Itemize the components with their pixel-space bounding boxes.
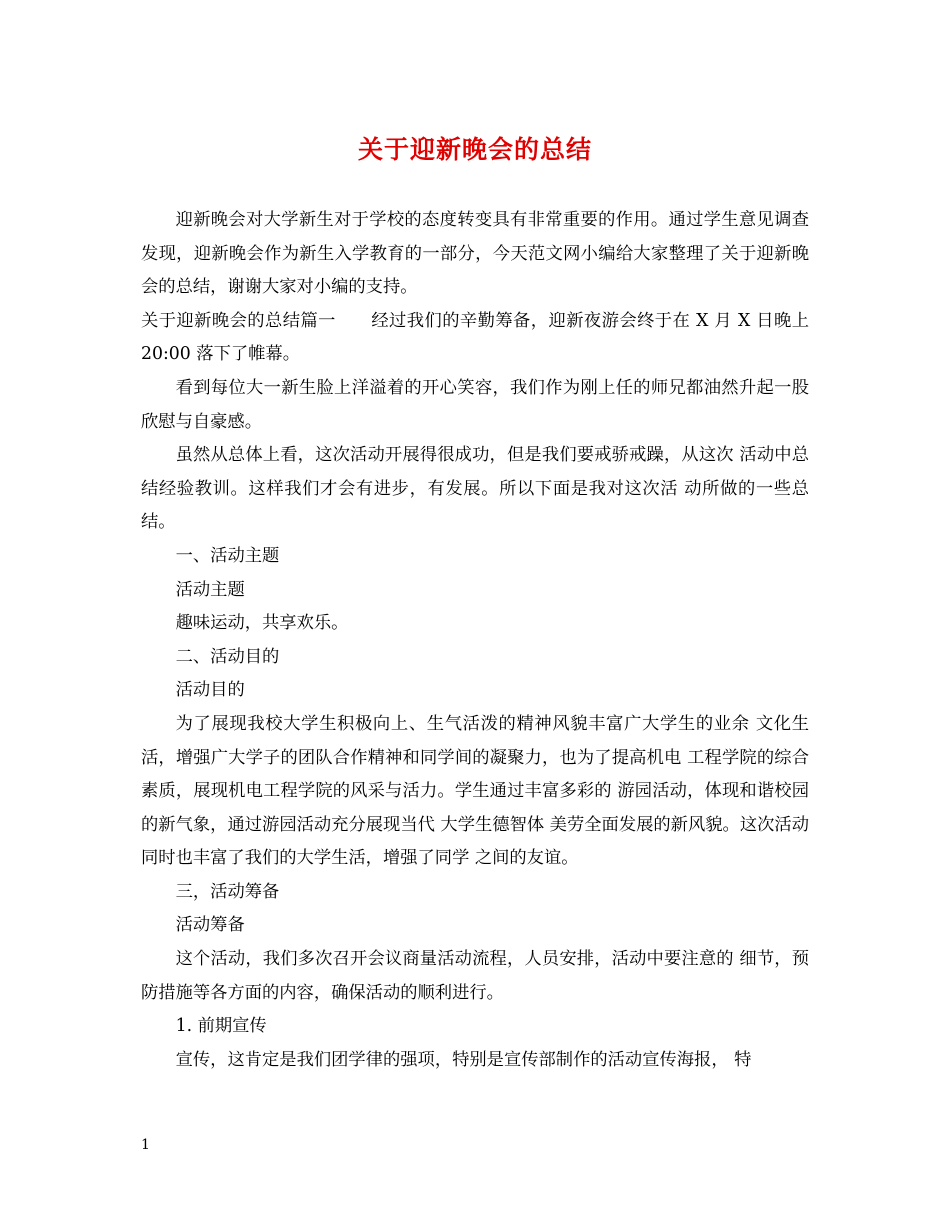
subheading-activity-purpose: 活动目的 [175, 680, 245, 701]
paragraph-purpose-content: 为了展现我校大学生积极向上、生气活泼的精神风貌丰富广大学生的业余 文化生活，增强广大学子的团队合作精神和同学间的凝聚力，也为了提高机电 工程学院的综合素质，展现机电工程学院的风采与活力。学生通过丰富多彩的 游园活动，体现和谐校园的新气象，通过游园活动充分展现当代 大学生德智体 美劳全面发展的新风貌。这次活动同时也丰富了我们的大学生活，增强了同学 之间的友谊。 [141, 713, 809, 869]
heading-activity-preparation: 三，活动筹备 [175, 881, 280, 902]
page-number: 1 [141, 1137, 150, 1153]
document-title: 关于迎新晚会的总结 [357, 135, 592, 164]
subheading-activity-theme: 活动主题 [175, 579, 245, 600]
paragraph-preparation-content: 这个活动，我们多次召开会议商量活动流程，人员安排，活动中要注意的 细节，预防措施等各方面的内容，确保活动的顺利进行。 [141, 949, 809, 1003]
paragraph-theme-content: 趣味运动，共享欢乐。 [175, 613, 349, 634]
heading-activity-theme: 一、活动主题 [175, 545, 280, 566]
paragraph-intro: 迎新晚会对大学新生对于学校的态度转变具有非常重要的作用。通过学生意见调查发现，迎新晚会作为新生入学教育的一部分，今天范文网小编给大家整理了关于迎新晚会的总结，谢谢大家对小编的支持。 [141, 210, 809, 298]
paragraph-section-one-opening: 关于迎新晚会的总结篇一 经过我们的辛勤筹备，迎新夜游会终于在 X 月 X 日晚上 20:00 落下了帷幕。 [141, 310, 809, 365]
subheading-activity-preparation: 活动筹备 [175, 915, 245, 936]
paragraph-summary-intent: 虽然从总体上看，这次活动开展得很成功，但是我们要戒骄戒躁，从这次 活动中总结经验教训。这样我们才会有进步，有发展。所以下面是我对这次活 动所做的一些总结。 [141, 445, 809, 533]
heading-early-publicity: 1. 前期宣传 [175, 1016, 267, 1037]
document-body [141, 204, 809, 1077]
paragraph-freshmen-smiles: 看到每位大一新生脸上洋溢着的开心笑容，我们作为刚上任的师兄都油然升起一股欣慰与自豪感。 [141, 377, 809, 432]
paragraph-publicity-content: 宣传，这肯定是我们团学律的强项，特别是宣传部制作的活动宣传海报， 特 [175, 1049, 752, 1070]
heading-activity-purpose: 二、活动目的 [175, 646, 280, 667]
